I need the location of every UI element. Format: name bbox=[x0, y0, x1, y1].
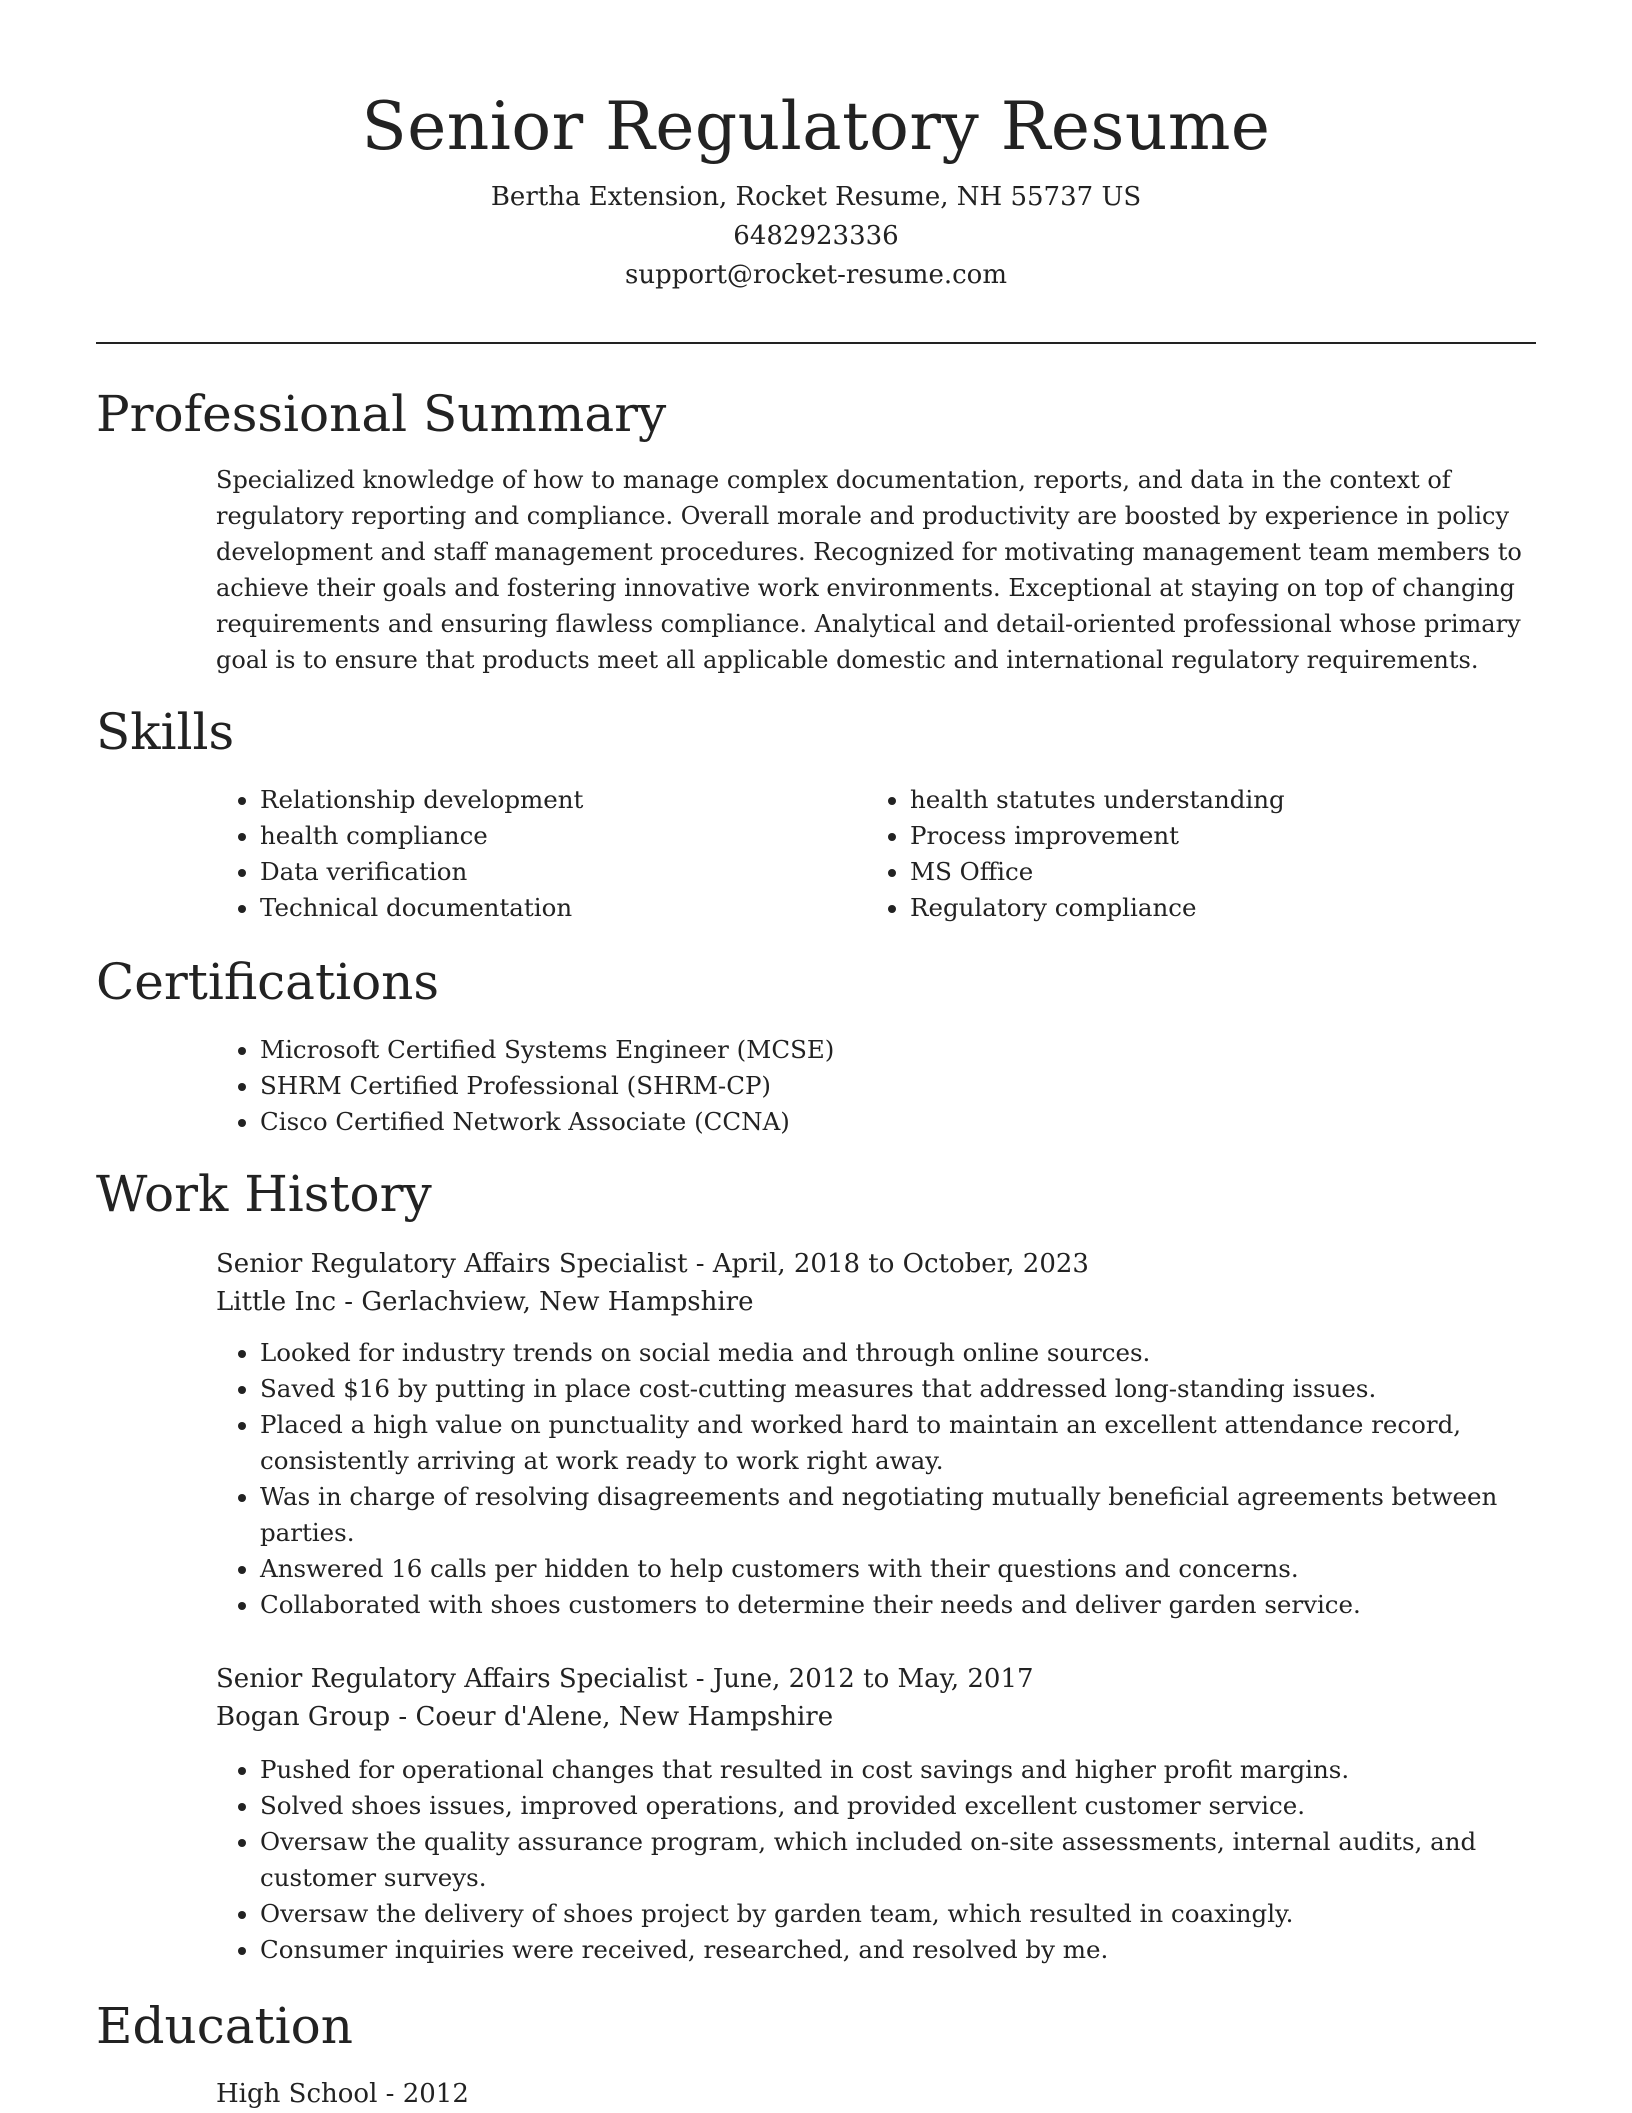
summary-text: Specialized knowledge of how to manage complex documentation, reports, and data in the context of regulatory reporting and compliance. Overall morale and productivity are boosted by experience in policy development and staff management procedures. Recognized for motivating management team members to achieve their goals and fostering innovative work environments. Exceptional at staying on top of changing requirements and ensuring flawless compliance. Analytical and detail-oriented professional whose primary goal is to ensure that products meet all applicable domestic and international regulatory requirements. bbox=[216, 466, 1522, 674]
job-title-line: Senior Regulatory Affairs Specialist - June, 2012 to May, 2017 bbox=[216, 1664, 1034, 1694]
list-item: • MS Office bbox=[910, 854, 1466, 890]
list-item: • Saved $16 by putting in place cost-cutting measures that addressed long-standing issues. bbox=[260, 1371, 1536, 1407]
list-item: • health compliance bbox=[260, 818, 816, 854]
contact-phone: 6482923336 bbox=[733, 221, 899, 251]
list-item: • Pushed for operational changes that resulted in cost savings and higher profit margins. bbox=[260, 1752, 1536, 1788]
list-item: • Technical documentation bbox=[260, 890, 816, 926]
list-item: • Consumer inquiries were received, researched, and resolved by me. bbox=[260, 1932, 1536, 1968]
certifications-heading: Certifications bbox=[96, 953, 440, 1011]
list-item: • Cisco Certified Network Associate (CCNA) bbox=[260, 1104, 1536, 1140]
list-item: • Regulatory compliance bbox=[910, 890, 1466, 926]
contact-email: support@rocket-resume.com bbox=[624, 260, 1007, 290]
list-item: • SHRM Certified Professional (SHRM-CP) bbox=[260, 1068, 1536, 1104]
certifications-list bbox=[216, 1032, 1536, 1140]
list-item: • Data verification bbox=[260, 854, 816, 890]
list-item: • Process improvement bbox=[910, 818, 1466, 854]
contact-address: Bertha Extension, Rocket Resume, NH 55737 US bbox=[490, 182, 1142, 212]
contact-block bbox=[0, 178, 1632, 295]
list-item: • health statutes understanding bbox=[910, 782, 1466, 818]
job-company-line: Little Inc - Gerlachview, New Hampshire bbox=[216, 1287, 754, 1317]
list-item: • Looked for industry trends on social media and through online sources. bbox=[260, 1335, 1536, 1371]
work-history-heading: Work History bbox=[96, 1165, 432, 1223]
education-heading: Education bbox=[96, 1997, 353, 2055]
skills-heading: Skills bbox=[96, 703, 235, 761]
list-item: • Was in charge of resolving disagreements and negotiating mutually beneficial agreements between parties. bbox=[260, 1479, 1536, 1551]
resume-title: Senior Regulatory Resume bbox=[361, 88, 1271, 165]
summary-heading: Professional Summary bbox=[96, 385, 667, 443]
job-title-line: Senior Regulatory Affairs Specialist - April, 2018 to October, 2023 bbox=[216, 1249, 1089, 1279]
list-item: • Microsoft Certified Systems Engineer (MCSE) bbox=[260, 1032, 1536, 1068]
list-item: • Collaborated with shoes customers to determine their needs and deliver garden service. bbox=[260, 1587, 1536, 1623]
job-company-line: Bogan Group - Coeur d'Alene, New Hampshire bbox=[216, 1702, 834, 1732]
resume-header bbox=[0, 0, 1632, 295]
list-item: • Relationship development bbox=[260, 782, 816, 818]
list-item: • Solved shoes issues, improved operations, and provided excellent customer service. bbox=[260, 1788, 1536, 1824]
education-entry bbox=[216, 2075, 1536, 2113]
skills-column-right bbox=[866, 782, 1466, 926]
education-line: High School - 2012 bbox=[216, 2079, 469, 2109]
skills-column-left bbox=[216, 782, 816, 926]
list-item: • Placed a high value on punctuality and worked hard to maintain an excellent attendance record, consistently arriving at work ready to work right away. bbox=[260, 1407, 1536, 1479]
header-divider bbox=[96, 342, 1536, 344]
job-entry bbox=[216, 1245, 1536, 1623]
list-item: • Answered 16 calls per hidden to help customers with their questions and concerns. bbox=[260, 1551, 1536, 1587]
list-item: • Oversaw the quality assurance program, which included on-site assessments, internal audits, and customer surveys. bbox=[260, 1824, 1536, 1896]
list-item: • Oversaw the delivery of shoes project by garden team, which resulted in coaxingly. bbox=[260, 1896, 1536, 1932]
job-entry bbox=[216, 1660, 1536, 1968]
